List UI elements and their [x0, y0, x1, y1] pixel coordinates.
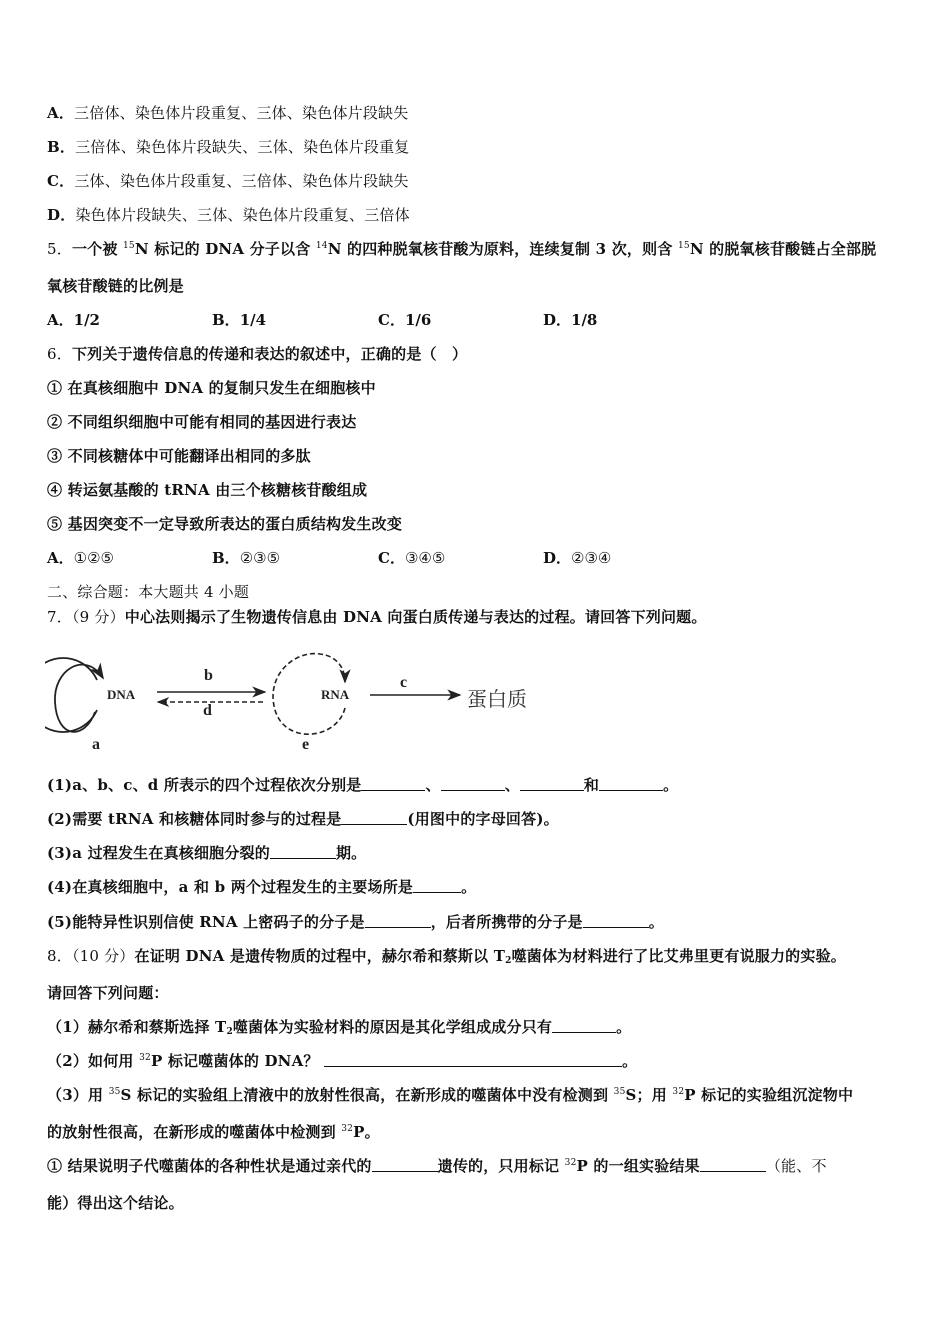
q6-option-c: C．③④⑤ [378, 549, 446, 567]
q8-item-1-line2: 能）得出这个结论。 [47, 1194, 184, 1212]
q5-option-d: D．1/8 [543, 311, 598, 329]
answer-blank[interactable] [583, 912, 649, 928]
q5-stem: 5．一个被 $^{15}$N 标记的 DNA 分子以含 $^{14}$N 的四种脱氧核苷酸为原料，连续复制 3 次，则含 $^{15}$N 的脱氧核苷酸链占全部脱 [47, 240, 877, 258]
answer-blank[interactable] [324, 1051, 622, 1067]
q6-statement-4: ④ 转运氨基酸的 tRNA 由三个核糖核苷酸组成 [47, 481, 368, 499]
q6-statement-1: ① 在真核细胞中 DNA 的复制只发生在细胞核中 [47, 379, 376, 397]
q4-option-b: B．三倍体、染色体片段缺失、三体、染色体片段重复 [47, 138, 410, 156]
label-c: c [400, 674, 408, 691]
q8-sub-3-line2: 的放射性很高，在新形成的噬菌体中检测到 $^{32}$P。 [47, 1123, 380, 1141]
q6-option-b: B．②③⑤ [212, 549, 281, 567]
node-dna: DNA [107, 687, 136, 702]
node-rna: RNA [321, 687, 350, 702]
q8-sub-2: （2）如何用 $^{32}$P 标记噬菌体的 DNA？ 。 [47, 1052, 638, 1070]
answer-blank[interactable] [365, 912, 431, 928]
answer-blank[interactable] [599, 775, 663, 791]
q8-sub-1: （1）赫尔希和蔡斯选择 $T_2$噬菌体为实验材料的原因是其化学组成成分只有 。 [47, 1018, 632, 1037]
q5-option-c: C．1/6 [378, 311, 432, 329]
q4-option-c: C．三体、染色体片段重复、三倍体、染色体片段缺失 [47, 172, 409, 190]
label-b: b [204, 667, 213, 684]
answer-blank[interactable] [520, 775, 584, 791]
q7-sub-5: (5)能特异性识别信使 RNA 上密码子的分子是 ，后者所携带的分子是 。 [47, 913, 664, 931]
q8-stem-line2: 请回答下列问题： [47, 984, 169, 1002]
q8-stem: 8．（10 分）在证明 DNA 是遗传物质的过程中，赫尔希和蔡斯以 $T_2$噬菌体为材料进行了比艾弗里更有说服力的实验。 [47, 947, 846, 966]
q6-statement-3: ③ 不同核糖体中可能翻译出相同的多肽 [47, 447, 311, 465]
answer-blank[interactable] [270, 843, 336, 859]
q6-option-a: A．①②⑤ [47, 549, 114, 567]
answer-blank[interactable] [372, 1156, 438, 1172]
q6-stem: 6．下列关于遗传信息的传递和表达的叙述中，正确的是（ ） [47, 345, 468, 363]
node-protein: 蛋白质 [467, 687, 527, 711]
answer-blank[interactable] [700, 1156, 766, 1172]
section-heading: 二、综合题：本大题共 4 小题 [47, 583, 250, 601]
q7-sub-3: (3)a 过程发生在真核细胞分裂的 期。 [47, 844, 367, 862]
label-e: e [302, 736, 310, 753]
q7-stem: 7．（9 分）中心法则揭示了生物遗传信息由 DNA 向蛋白质传递与表达的过程。请回答下列问题。 [47, 608, 707, 626]
q6-statement-5: ⑤ 基因突变不一定导致所表达的蛋白质结构发生改变 [47, 515, 403, 533]
answer-blank[interactable] [441, 775, 505, 791]
q4-option-a: A．三倍体、染色体片段重复、三体、染色体片段缺失 [47, 104, 409, 122]
q5-option-b: B．1/4 [212, 311, 267, 329]
q6-option-d: D．②③④ [543, 549, 612, 567]
q5-stem-line2: 氧核苷酸链的比例是 [47, 277, 184, 295]
q5-option-a: A．1/2 [47, 311, 100, 329]
label-a: a [92, 736, 100, 753]
answer-blank[interactable] [552, 1017, 616, 1033]
q6-statement-2: ② 不同组织细胞中可能有相同的基因进行表达 [47, 413, 357, 431]
central-dogma-diagram [45, 640, 555, 758]
q7-sub-4: (4)在真核细胞中，a 和 b 两个过程发生的主要场所是 。 [47, 878, 477, 896]
answer-blank[interactable] [361, 775, 425, 791]
q4-option-d: D．染色体片段缺失、三体、染色体片段重复、三倍体 [47, 206, 410, 224]
answer-blank[interactable] [341, 809, 407, 825]
q7-sub-2: (2)需要 tRNA 和核糖体同时参与的过程是 (用图中的字母回答)。 [47, 810, 559, 828]
q8-sub-3: （3）用 $^{35}$S 标记的实验组上清液中的放射性很高，在新形成的噬菌体中没有检测到 $^{35}$S；用 $^{32}$P 标记的实验组沉淀物中 [47, 1086, 854, 1104]
q7-sub-1: (1)a、b、c、d 所表示的四个过程依次分别是 、 、 和 。 [47, 776, 679, 794]
q8-item-1: ① 结果说明子代噬菌体的各种性状是通过亲代的 遗传的，只用标记 $^{32}$P 的一组实验结果 （能、不 [47, 1157, 827, 1175]
label-d: d [203, 702, 212, 719]
answer-blank[interactable] [413, 877, 461, 893]
